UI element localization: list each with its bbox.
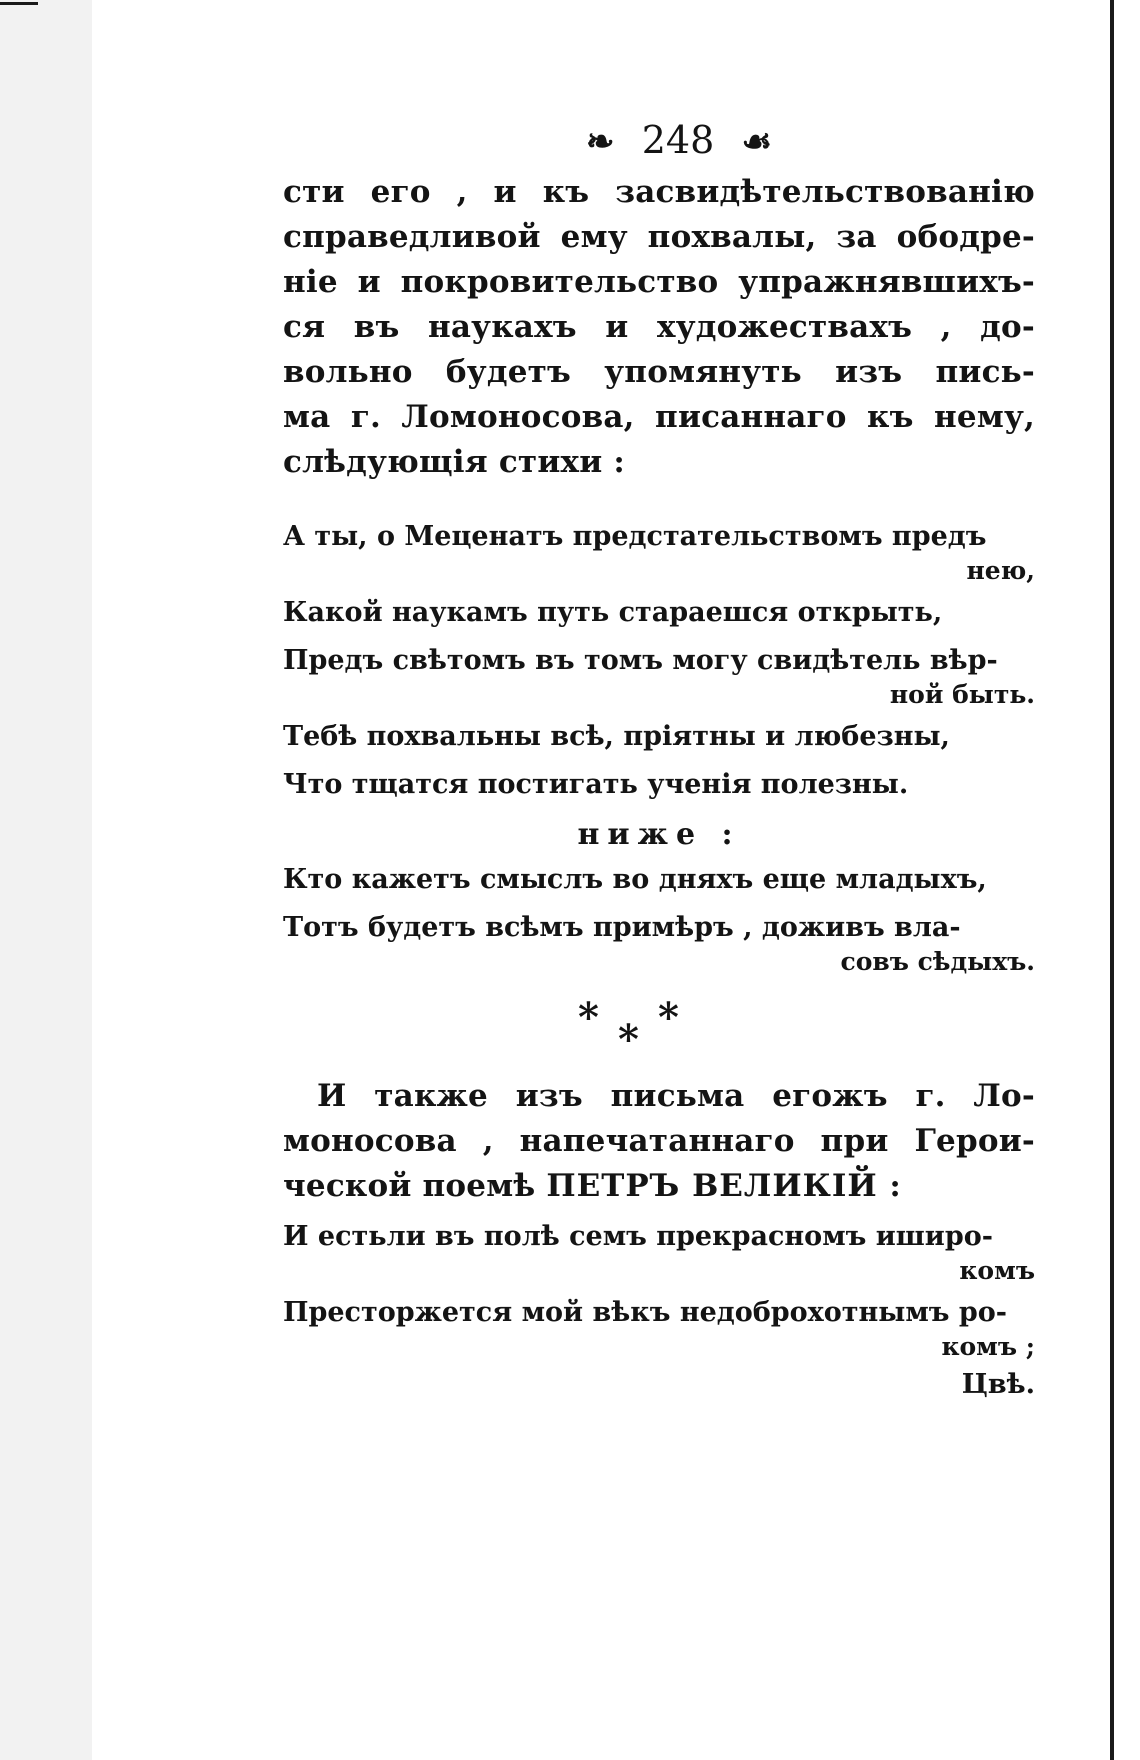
- verse-block-1: [283, 517, 1035, 805]
- scan-edge-mark: [0, 2, 38, 5]
- verse-block-2: [283, 860, 1035, 976]
- prose-block-2: [283, 1074, 1035, 1209]
- prose-line: сти его , и къ засвидѣтельствованію: [283, 174, 1035, 210]
- catchword: Цвѣ.: [961, 1369, 1035, 1400]
- verse-line: [283, 593, 1035, 633]
- prose-line: ма г. Ломоносова, писаннаго къ нему,: [283, 399, 1035, 435]
- verse-block-3: [283, 1217, 1035, 1361]
- prose-block-1: [283, 170, 1035, 485]
- verse-line: [283, 1217, 1035, 1285]
- page-number: 248: [641, 118, 715, 162]
- verse-line-text: Тебѣ похвальны всѣ, пріятны и любезны,: [283, 721, 950, 752]
- verse-line-continuation: ной быть.: [889, 680, 1035, 709]
- prose-line-text: ческой поемѣ: [283, 1168, 536, 1204]
- verse-line-continuation: комъ ;: [941, 1332, 1035, 1361]
- prose-line: справедливой ему похвалы, за ободре-: [283, 219, 1035, 255]
- verse-line-text: Какой наукамъ путь стараешся открыть,: [283, 597, 943, 628]
- asterisk-icon: *: [578, 994, 599, 1041]
- poem-title: ПЕТРЪ ВЕЛИКІЙ :: [546, 1168, 902, 1204]
- verse-line: [283, 1293, 1035, 1361]
- verse-line-continuation: совъ сѣдыхъ.: [840, 947, 1035, 976]
- prose-line: слѣдующія стихи :: [283, 444, 626, 480]
- verse-line-text: Предъ свѣтомъ въ томъ могу свидѣтель вѣр-: [283, 645, 998, 676]
- verse-line: [283, 517, 1035, 585]
- verse-line-text: Престоржется мой вѣкъ недоброхотнымъ ро-: [283, 1297, 1007, 1328]
- book-page: [283, 110, 1035, 1405]
- prose-line: моносова , напечатаннаго при Герои-: [283, 1123, 1035, 1159]
- verse-line-text: Тотъ будетъ всѣмъ примѣръ , доживъ вла-: [283, 912, 961, 943]
- verse-line-text: Что тщатся постигать ученія полезны.: [283, 769, 909, 800]
- asterisk-icon: *: [618, 1016, 639, 1063]
- ornament-left-icon: ❧: [586, 122, 615, 162]
- prose-line: вольно будетъ упомянуть изъ пись-: [283, 354, 1035, 390]
- verse-line-continuation: нею,: [966, 556, 1035, 585]
- prose-line: ся въ наукахъ и художествахъ , до-: [283, 309, 1035, 345]
- verse-line-text: И естьли въ полѣ семъ прекрасномъ иширо-: [283, 1221, 993, 1252]
- prose-line: И также изъ письма егожъ г. Ло-: [317, 1078, 1035, 1114]
- verse-line: [283, 765, 1035, 805]
- verse-line: [283, 641, 1035, 709]
- asterisk-icon: *: [658, 994, 679, 1041]
- ornament-right-icon: ☙: [741, 122, 772, 162]
- verse-line: [283, 717, 1035, 757]
- scan-margin: [0, 0, 92, 1760]
- asterism-divider: [283, 994, 1035, 1074]
- verse-line: [283, 908, 1035, 976]
- verse-line-text: А ты, о Меценатъ предстательствомъ предъ: [283, 521, 987, 552]
- page-header: [323, 110, 1035, 170]
- section-label: ниже :: [577, 817, 741, 852]
- scan-border: [1110, 0, 1114, 1760]
- verse-line: [283, 860, 1035, 900]
- prose-line: [283, 1164, 1035, 1209]
- prose-line: ніе и покровительство упражнявшихъ-: [283, 264, 1035, 300]
- verse-line-text: Кто кажетъ смыслъ во дняхъ еще младыхъ,: [283, 864, 987, 895]
- verse-line-continuation: комъ: [959, 1256, 1035, 1285]
